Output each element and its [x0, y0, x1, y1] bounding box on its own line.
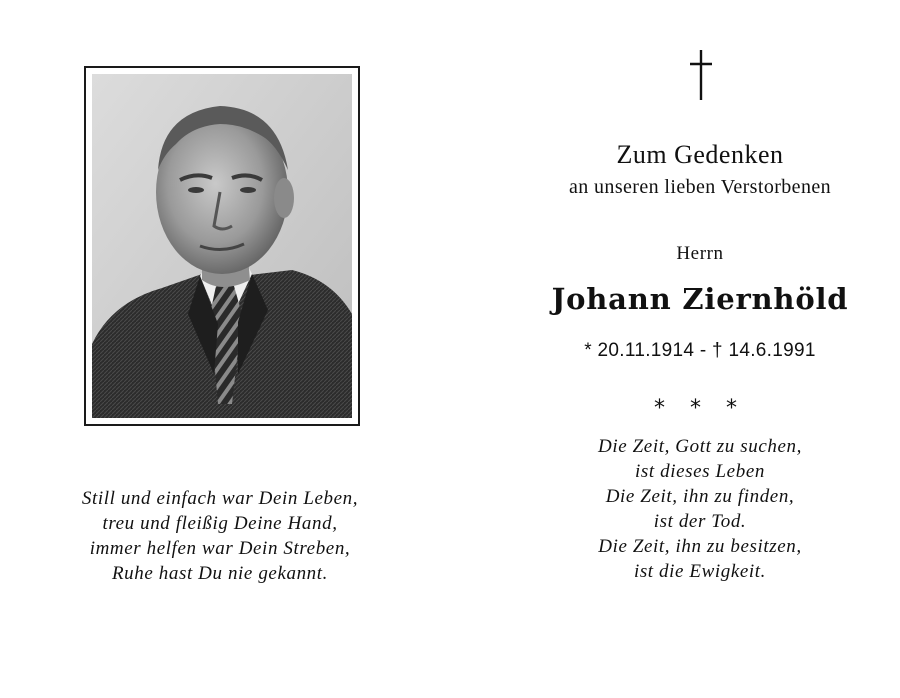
left-verse-line: immer helfen war Dein Streben,	[89, 538, 351, 559]
right-verse-line: Die Zeit, Gott zu suchen,	[598, 436, 802, 457]
portrait-photo	[92, 74, 352, 418]
right-verse-line: ist dieses Leben	[635, 461, 765, 482]
salutation: Herrn	[676, 243, 724, 264]
life-dates: * 20.11.1914 - † 14.6.1991	[584, 340, 816, 361]
left-verse-line: treu und fleißig Deine Hand,	[102, 513, 338, 534]
right-verse-line: ist der Tod.	[653, 511, 747, 532]
right-verse	[500, 434, 900, 584]
deceased-name: Johann Ziernhöld	[551, 282, 849, 316]
cross-icon	[681, 46, 721, 102]
heading: Zum Gedenken	[616, 140, 784, 169]
right-verse-line: Die Zeit, ihn zu besitzen,	[598, 536, 802, 557]
right-verse-line: ist die Ewigkeit.	[633, 561, 767, 582]
left-verse-line: Ruhe hast Du nie gekannt.	[111, 563, 329, 584]
subheading: an unseren lieben Verstorbenen	[568, 176, 832, 198]
left-verse-line: Still und einfach war Dein Leben,	[81, 488, 359, 509]
separator-asterisks: * * *	[654, 396, 746, 421]
portrait-frame	[84, 66, 360, 426]
right-verse-line: Die Zeit, ihn zu finden,	[605, 486, 795, 507]
left-verse	[30, 486, 410, 586]
